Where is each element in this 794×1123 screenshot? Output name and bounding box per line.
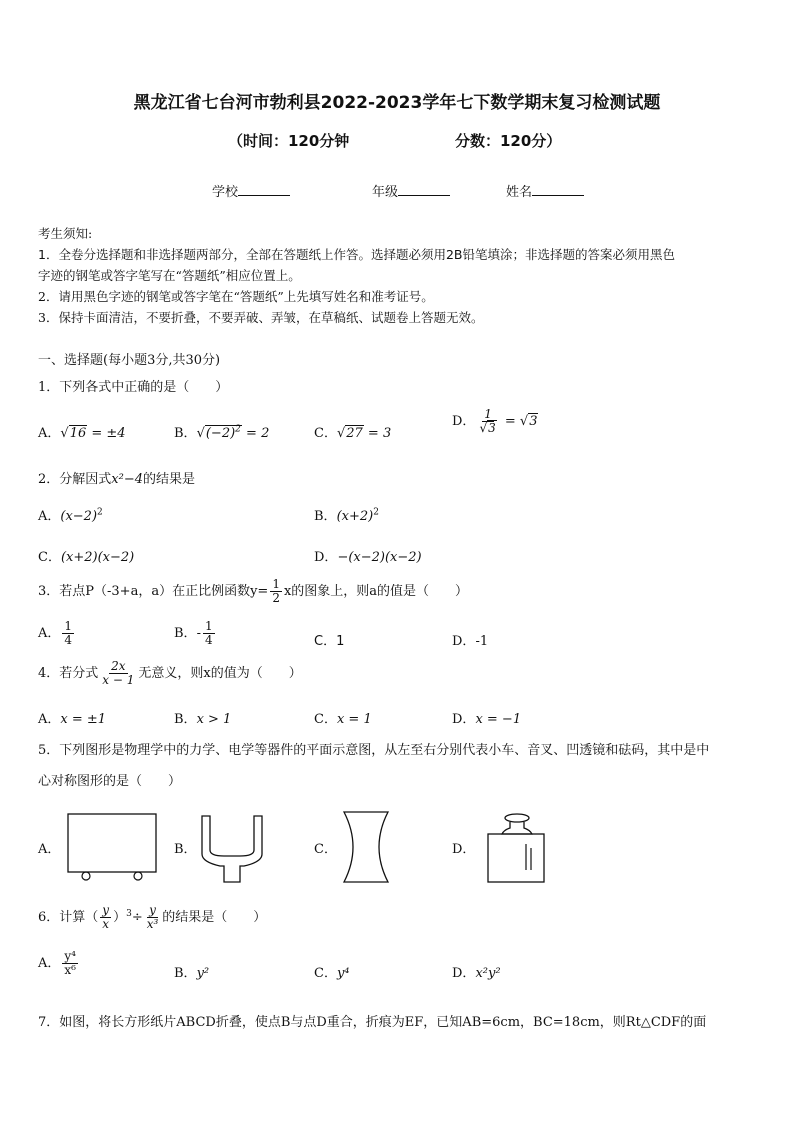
q4-option-c: C．x = 1 [314, 712, 372, 727]
q6-option-a: A． $\frac{\text{y⁴}}{\text{x⁶}}$ [38, 949, 76, 978]
cart-diagram [64, 810, 160, 882]
q1-option-c: C．√27 = 3 [314, 426, 392, 441]
q3-option-c: C．1 [314, 634, 345, 649]
question-6-stem: 6．计算（ $\frac{y}{x}$ ）$^3$÷ $\frac{y}{\text{x³}}$ 的结果是（ ） [38, 903, 267, 932]
school-field [212, 181, 290, 200]
q4-option-b: B．x > 1 [174, 712, 232, 727]
section-heading: 一、选择题(每小题3分,共30分) [38, 353, 221, 368]
q2-option-d: D．−(x−2)(x−2) [314, 550, 422, 565]
page-title: 黑龙江省七台河市勃利县2022-2023学年七下数学期末复习检测试题 [133, 93, 661, 113]
q4-option-a: A．x = ±1 [38, 712, 107, 727]
name-field [506, 181, 584, 200]
notice-heading: 考生须知: [38, 226, 93, 241]
q2-option-b: B．$(x+2)^2$ [314, 507, 379, 524]
q1-option-d: D． $\frac{1}{√3}$ = √3 [452, 407, 538, 436]
notice-item: 2．请用黑色字迹的钢笔或答字笔在“答题纸”上先填写姓名和准考证号。 [38, 289, 434, 304]
q6-option-d: D．x²y² [452, 966, 501, 981]
q6-option-b: B．y² [174, 966, 210, 981]
question-3-stem: 3．若点P（-3+a，a）在正比例函数y= $\frac{1}{2}$ x的图象上，则a的值是（ ） [38, 577, 469, 606]
q5-option-a-label: A． [38, 842, 61, 857]
grade-label: 年级 [372, 185, 399, 200]
exam-score: 分数：120分） [455, 132, 562, 150]
exam-time: （时间：120分钟 [228, 132, 350, 150]
q3-option-b: B．- $\frac{1}{4}$ [174, 619, 213, 648]
q5-option-c-label: C． [314, 842, 337, 857]
school-blank [238, 183, 290, 196]
tuning-fork-diagram [196, 810, 268, 886]
notice-item: 3．保持卡面清洁，不要折叠，不要弄破、弄皱，在草稿纸、试题卷上答题无效。 [38, 310, 484, 325]
question-7-line1: 7．如图，将长方形纸片ABCD折叠，使点B与点D重合，折痕为EF，已知AB=6cm，BC=18cm，则Rt△CDF的面 [38, 1015, 707, 1030]
q4-option-d: D．x = −1 [452, 712, 522, 727]
concave-lens-diagram [340, 808, 392, 886]
question-5-line2: 心对称图形的是（ ） [38, 774, 182, 789]
weight-diagram [484, 808, 556, 888]
notice-item: 1．全卷分选择题和非选择题两部分，全部在答题纸上作答。选择题必须用2B铅笔填涂；非选择题的答案必须用黑色 [38, 247, 675, 262]
question-2-stem: 2．分解因式x²−4的结果是 [38, 472, 196, 487]
q1-option-a: A．√16 = ±4 [38, 426, 126, 441]
school-label: 学校 [212, 185, 239, 200]
q2-option-c: C．(x+2)(x−2) [38, 550, 135, 565]
q6-option-c: C．y⁴ [314, 966, 350, 981]
q3-option-a: A． $\frac{1}{4}$ [38, 619, 73, 648]
grade-blank [398, 183, 450, 196]
q2-option-a: A．$(x-2)^2$ [38, 507, 103, 524]
question-5-line1: 5．下列图形是物理学中的力学、电学等器件的平面示意图，从左至右分别代表小车、音叉、凹透镜和砝码，其中是中 [38, 743, 710, 758]
grade-field [372, 181, 450, 200]
notice-item: 字迹的钢笔或答字笔写在“答题纸”相应位置上。 [38, 268, 301, 283]
q3-option-d: D．-1 [452, 634, 489, 649]
name-blank [532, 183, 584, 196]
q5-option-d-label: D． [452, 842, 476, 857]
q1-option-b: B．$√(-2)^2 = 2$ [174, 424, 270, 441]
name-label: 姓名 [506, 185, 533, 200]
q5-option-b-label: B． [174, 842, 197, 857]
question-4-stem: 4．若分式 $\frac{2x}{x - 1}$ 无意义，则x的值为（ ） [38, 659, 302, 688]
question-1-stem: 1．下列各式中正确的是（ ） [38, 380, 229, 395]
